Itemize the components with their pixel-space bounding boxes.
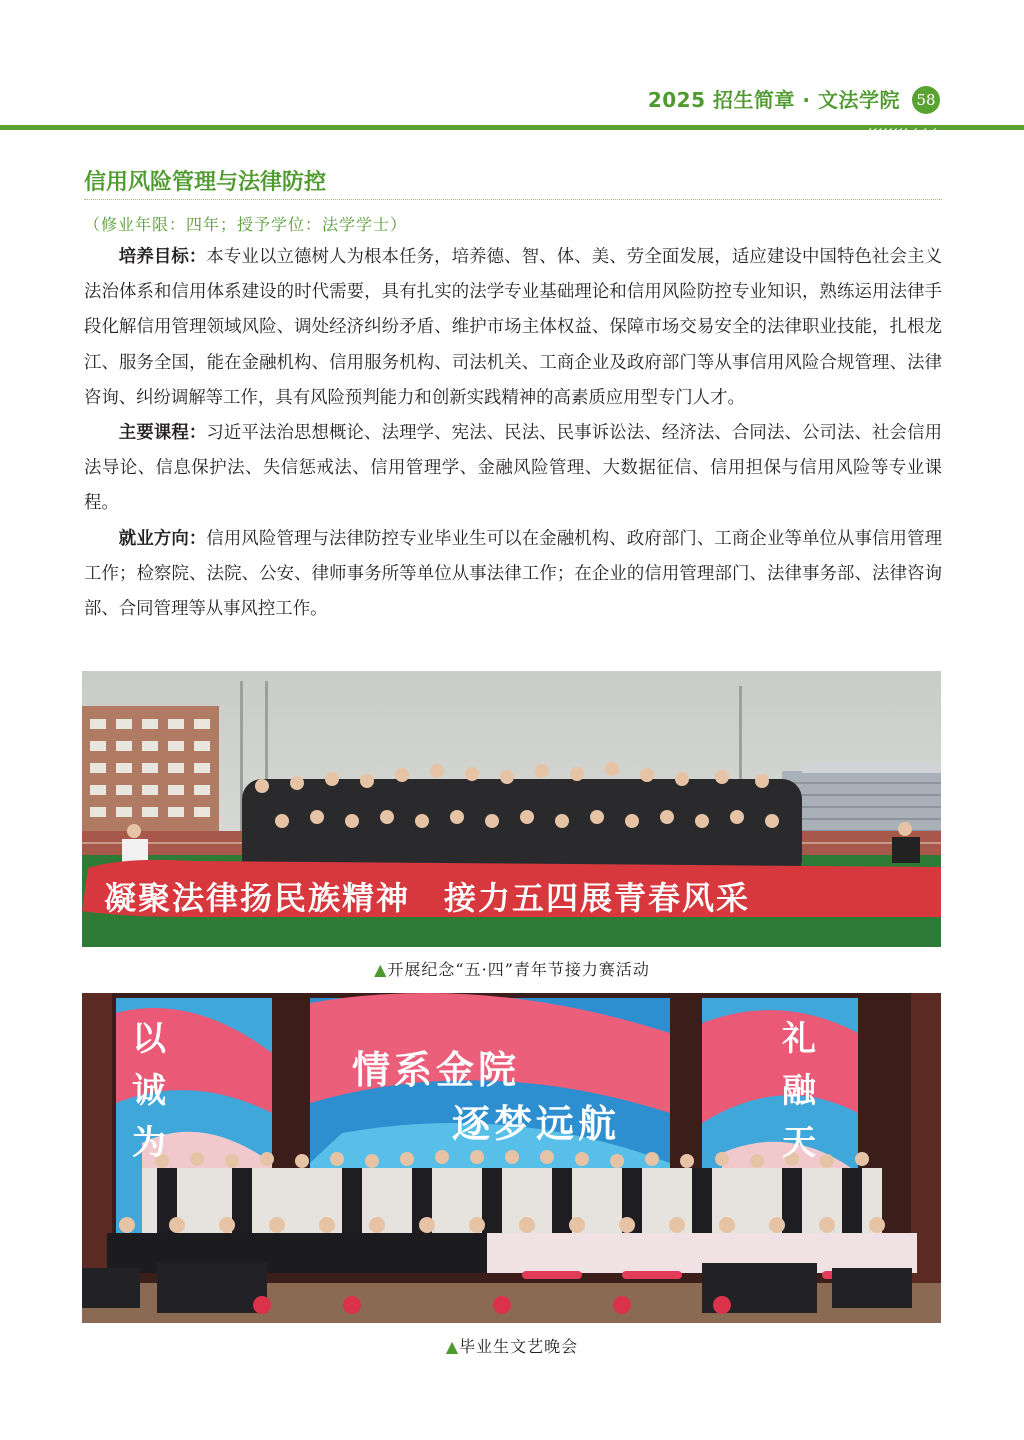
banner-text: 凝聚法律扬民族精神 接力五四展青春风采 bbox=[104, 879, 751, 917]
photo-graduate-gala bbox=[82, 993, 941, 1323]
screen-left-text: 以诚为 bbox=[132, 1019, 166, 1163]
paragraph-main-courses bbox=[84, 416, 942, 522]
program-description bbox=[84, 240, 942, 627]
screen-right-text: 礼融天 bbox=[782, 1019, 816, 1163]
paragraph-career-directions bbox=[84, 522, 942, 628]
header-divider-ornament: ‹‹‹‹‹‹‹‹ ‹ ‹ ‹ bbox=[868, 125, 938, 136]
caption-graduate-gala bbox=[0, 1334, 1024, 1357]
duration-note: （修业年限：四年；授予学位：法学学士） bbox=[84, 215, 408, 234]
paragraph-text: 本专业以立德树人为根本任务，培养德、智、体、美、劳全面发展，适应建设中国特色社会主义法治体系和信用体系建设的时代需要，具有扎实的法学专业基础理论和信用风险防控专业知识，熟练运用法律手段化解信用管理领域风险、调处经济纠纷矛盾、维护市场主体权益、保障市场交易安全的法律职业技能，扎根龙江、服务全国，能在金融机构、信用服务机构、司法机关、工商企业及政府部门等从事信用风险合规管理、法律咨询、纠纷调解等工作，具有风险预判能力和创新实践精神的高素质应用型专门人才。 bbox=[84, 247, 942, 408]
header-title: 2025 招生简章 · 文法学院 bbox=[647, 88, 900, 112]
caption-text: 开展纪念“五·四”青年节接力赛活动 bbox=[387, 960, 650, 979]
caption-marker-icon: ▲ bbox=[374, 960, 388, 979]
paragraph-text: 信用风险管理与法律防控专业毕业生可以在金融机构、政府部门、工商企业等单位从事信用管理工作；检察院、法院、公安、律师事务所等单位从事法律工作；在企业的信用管理部门、法律事务部、法律咨询部、合同管理等从事风控工作。 bbox=[84, 528, 942, 620]
screen-center-line2: 逐梦远航 bbox=[452, 1101, 621, 1146]
paragraph-lead: 就业方向： bbox=[118, 528, 207, 549]
section-divider bbox=[84, 199, 942, 200]
caption-marker-icon: ▲ bbox=[445, 1337, 460, 1356]
caption-relay-event bbox=[0, 957, 1024, 980]
photo-relay-event bbox=[82, 671, 941, 947]
paragraph-lead: 培养目标： bbox=[118, 247, 207, 267]
page-number-badge: 58 bbox=[912, 86, 940, 114]
section-title: 信用风险管理与法律防控 bbox=[84, 170, 327, 195]
paragraph-text: 习近平法治思想概论、法理学、宪法、民法、民事诉讼法、经济法、合同法、公司法、社会信用法导论、信息保护法、失信惩戒法、信用管理学、金融风险管理、大数据征信、信用担保与信用风险等专业课程。 bbox=[84, 423, 942, 514]
paragraph-lead: 主要课程： bbox=[118, 423, 207, 444]
screen-center-line1: 情系金院 bbox=[352, 1047, 521, 1092]
paragraph-training-goals bbox=[84, 240, 942, 416]
caption-text: 毕业生文艺晚会 bbox=[459, 1337, 579, 1356]
